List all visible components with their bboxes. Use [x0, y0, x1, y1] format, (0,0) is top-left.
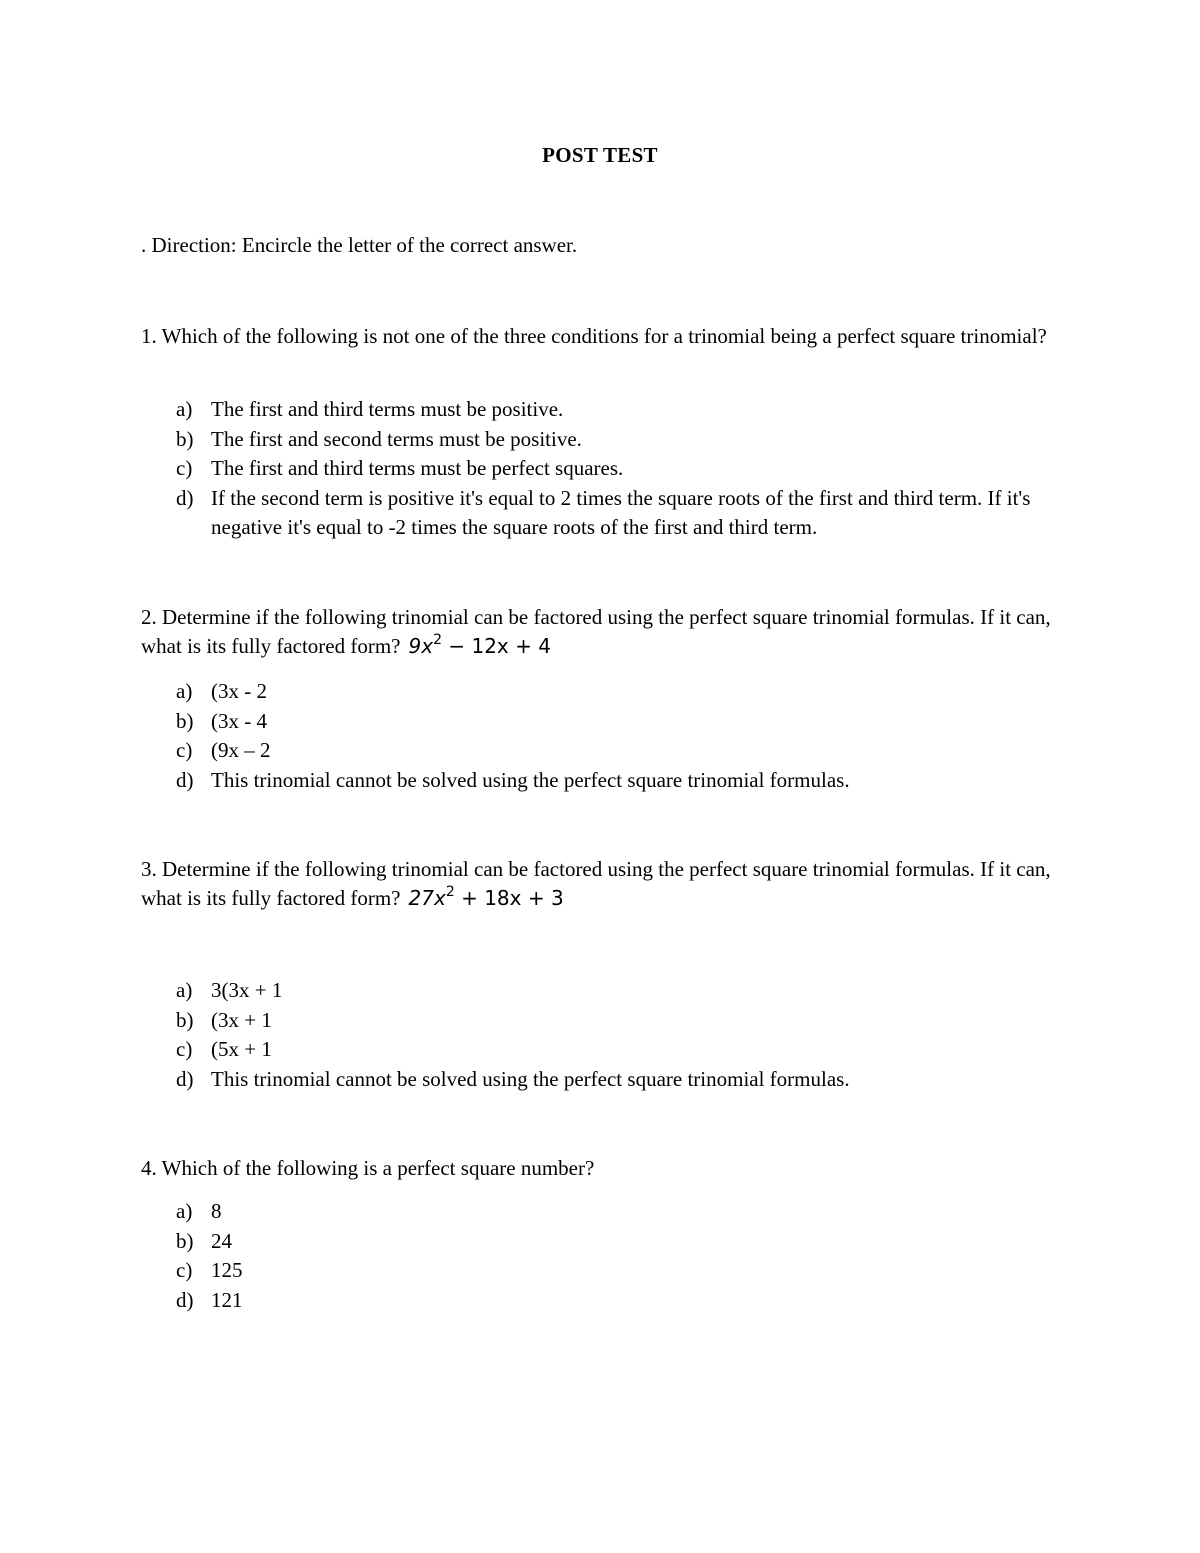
page-title: POST TEST [542, 143, 658, 167]
question-3-options [176, 976, 1031, 1094]
option-letter: a) [176, 397, 193, 421]
option-4a [176, 1197, 1031, 1227]
option-letter: b) [176, 426, 194, 451]
option-letter: d) [176, 767, 194, 792]
option-2a [176, 677, 1031, 707]
option-letter: c) [176, 738, 193, 762]
option-1c [176, 454, 1031, 484]
option-text: (3x - 2 [211, 679, 267, 703]
question-4-stem: 4. Which of the following is a perfect square number? [141, 1156, 595, 1180]
option-text: This trinomial cannot be solved using the perfect square trinomial formulas. [211, 767, 850, 792]
option-letter: a) [176, 978, 193, 1002]
question-4-text [141, 1154, 1066, 1183]
question-3-stem: 3. Determine if the following trinomial can be factored using the perfect square trinomial formulas. If it can, what is its fully factored form? [141, 857, 1051, 910]
option-letter: d) [176, 1066, 194, 1091]
option-text: (5x + 1 [211, 1037, 272, 1061]
question-2-expression [409, 634, 551, 658]
math-term: 9x [408, 634, 434, 658]
option-text: The first and third terms must be perfect squares. [211, 456, 624, 480]
question-3-expression [409, 886, 564, 910]
option-text: (3x + 1 [211, 1007, 272, 1032]
option-3d [176, 1065, 1031, 1095]
option-1d [176, 484, 1031, 543]
math-exponent: 2 [445, 884, 455, 900]
option-2b [176, 707, 1031, 737]
option-text: (3x - 4 [211, 708, 267, 733]
question-2-text [141, 603, 1066, 661]
option-letter: c) [176, 1258, 193, 1282]
math-term: 27x [408, 886, 446, 910]
math-exponent: 2 [433, 632, 442, 648]
option-text: 125 [211, 1258, 243, 1282]
option-1a [176, 395, 1031, 425]
option-letter: c) [176, 456, 193, 480]
option-text: If the second term is positive it's equal to 2 times the square roots of the first and third term. If it's negative it's equal to -2 times the square roots of the first and third term. [211, 485, 1031, 539]
question-3-text [141, 855, 1066, 913]
math-remainder: + 18x + 3 [454, 886, 564, 910]
option-letter: b) [176, 1007, 194, 1032]
option-text: 8 [211, 1199, 222, 1223]
option-letter: d) [176, 485, 194, 510]
question-2-options [176, 677, 1031, 795]
question-1-options [176, 395, 1031, 543]
option-4b [176, 1227, 1031, 1257]
option-3c [176, 1035, 1031, 1065]
option-1b [176, 425, 1031, 455]
option-text: The first and second terms must be positive. [211, 426, 582, 451]
direction-text: . Direction: Encircle the letter of the correct answer. [141, 233, 578, 257]
option-text: 121 [211, 1287, 243, 1312]
option-4c [176, 1256, 1031, 1286]
option-letter: a) [176, 1199, 193, 1223]
question-4-options [176, 1197, 1031, 1315]
option-4d [176, 1286, 1031, 1316]
math-remainder: − 12x + 4 [442, 634, 551, 658]
option-text: (9x – 2 [211, 738, 271, 762]
option-letter: b) [176, 1228, 194, 1253]
option-3b [176, 1006, 1031, 1036]
option-2d [176, 766, 1031, 796]
option-letter: b) [176, 708, 194, 733]
question-2-stem: 2. Determine if the following trinomial can be factored using the perfect square trinomial formulas. If it can, what is its fully factored form? [141, 605, 1051, 658]
option-letter: a) [176, 679, 193, 703]
option-text: This trinomial cannot be solved using the perfect square trinomial formulas. [211, 1066, 850, 1091]
question-1-text [141, 322, 1066, 351]
option-text: 24 [211, 1228, 232, 1253]
option-text: The first and third terms must be positive. [211, 397, 564, 421]
option-3a [176, 976, 1031, 1006]
option-text: 3(3x + 1 [211, 978, 283, 1002]
question-1-stem: 1. Which of the following is not one of the three conditions for a trinomial being a perfect square trinomial? [141, 324, 1047, 348]
option-2c [176, 736, 1031, 766]
option-letter: c) [176, 1037, 193, 1061]
option-letter: d) [176, 1287, 194, 1312]
